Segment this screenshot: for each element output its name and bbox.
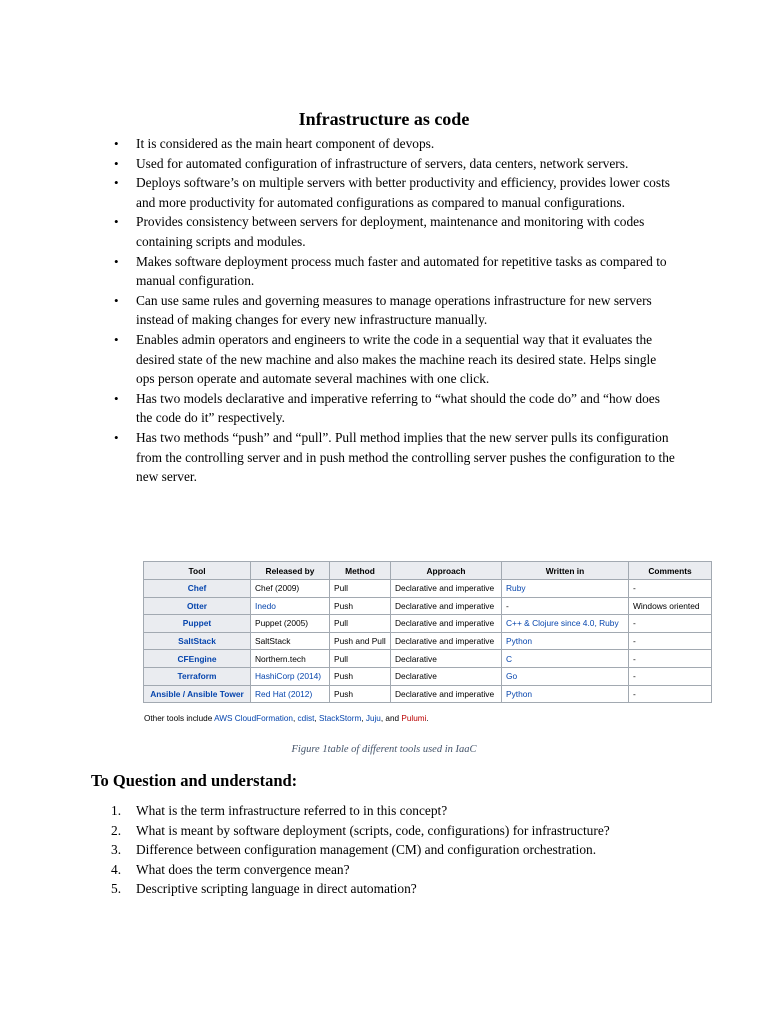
written-in-link[interactable]: C [502, 650, 629, 668]
tool-name-link[interactable]: Terraform [144, 667, 251, 685]
page-title: Infrastructure as code [298, 109, 470, 129]
tool-link-aws-cloudformation[interactable]: AWS CloudFormation [214, 714, 293, 723]
tool-name-link[interactable]: CFEngine [144, 650, 251, 668]
bullet-item: • Provides consistency between servers for deployment, maintenance and monitoring with codes containing scripts and modules. [111, 212, 676, 251]
separator: . [426, 714, 429, 723]
tool-name-link[interactable]: Ansible / Ansible Tower [144, 685, 251, 703]
question-item [111, 840, 711, 860]
tool-link-pulumi[interactable]: Pulumi [401, 714, 427, 723]
released-by-cell: Northern.tech [251, 650, 330, 668]
question-number: 1. [111, 803, 122, 818]
method-cell: Pull [330, 580, 391, 598]
figure-caption: Figure 1table of different tools used in IaaC [291, 744, 477, 755]
approach-cell: Declarative [391, 667, 502, 685]
question-list [111, 801, 711, 899]
approach-cell: Declarative and imperative [391, 632, 502, 650]
comments-cell: - [629, 667, 712, 685]
column-header-method: Method [330, 562, 391, 580]
released-by-link[interactable]: Red Hat (2012) [251, 685, 330, 703]
question-text: What does the term convergence mean? [136, 861, 350, 877]
tools-table-figure [143, 561, 712, 703]
released-by-cell: Puppet (2005) [251, 615, 330, 633]
bullet-item: • Has two models declarative and imperative referring to “what should the code do” and “how does the code do it” respectively. [111, 389, 676, 428]
table-row [144, 650, 712, 668]
separator: , and [380, 714, 400, 723]
written-in-link[interactable]: Python [502, 632, 629, 650]
table-row [144, 597, 712, 615]
released-by-link[interactable]: Inedo [251, 597, 330, 615]
bullet-item: • It is considered as the main heart component of devops. [111, 134, 676, 154]
question-item [111, 879, 711, 899]
tool-name-link[interactable]: Puppet [144, 615, 251, 633]
method-cell: Push [330, 685, 391, 703]
method-cell: Push [330, 597, 391, 615]
other-tools-prefix: Other tools include [144, 714, 213, 723]
other-tools-note [144, 714, 429, 723]
written-in-cell: - [502, 597, 629, 615]
approach-cell: Declarative and imperative [391, 580, 502, 598]
table-row [144, 632, 712, 650]
table-row [144, 685, 712, 703]
bullet-item: • Has two methods “push” and “pull”. Pull method implies that the new server pulls its configuration from the controlling server and in push method the controlling server pushes the configuration to the new server. [111, 428, 676, 487]
method-cell: Pull [330, 650, 391, 668]
released-by-cell: Chef (2009) [251, 580, 330, 598]
separator: , [292, 714, 296, 723]
tool-link-cdist[interactable]: cdist [297, 714, 315, 723]
method-cell: Push [330, 667, 391, 685]
tool-name-link[interactable]: SaltStack [144, 632, 251, 650]
comments-cell: - [629, 650, 712, 668]
written-in-link[interactable]: C++ & Clojure since 4.0, Ruby [502, 615, 629, 633]
table-header-row [144, 562, 712, 580]
approach-cell: Declarative and imperative [391, 685, 502, 703]
approach-cell: Declarative [391, 650, 502, 668]
comments-cell: Windows oriented [629, 597, 712, 615]
bullet-item: • Enables admin operators and engineers to write the code in a sequential way that it evaluates the desired state of the new machine and also makes the machine reach its desired state. Helps single ops person operate and automate several machines with one click. [111, 330, 676, 389]
bullet-item: • Deploys software’s on multiple servers with better productivity and efficiency, provides lower costs and more productivity for automated configurations as compared to manual configurations. [111, 173, 676, 212]
question-item [111, 801, 711, 821]
method-cell: Push and Pull [330, 632, 391, 650]
comments-cell: - [629, 615, 712, 633]
bullet-item: • Can use same rules and governing measures to manage operations infrastructure for new servers instead of making changes for every new infrastructure manually. [111, 291, 676, 330]
released-by-cell: SaltStack [251, 632, 330, 650]
approach-cell: Declarative and imperative [391, 597, 502, 615]
table-row [144, 615, 712, 633]
comments-cell: - [629, 580, 712, 598]
tool-link-juju[interactable]: Juju [365, 714, 381, 723]
column-header-comments: Comments [629, 562, 712, 580]
comments-cell: - [629, 632, 712, 650]
question-item [111, 821, 711, 841]
bullet-list [111, 134, 676, 487]
table-row [144, 667, 712, 685]
column-header-released-by: Released by [251, 562, 330, 580]
tools-table [143, 561, 712, 703]
question-number: 2. [111, 822, 122, 838]
bullet-item: • Used for automated configuration of infrastructure of servers, data centers, network servers. [111, 154, 676, 174]
tool-name-link[interactable]: Otter [144, 597, 251, 615]
table-row [144, 580, 712, 598]
section-heading: To Question and understand: [91, 771, 298, 790]
column-header-written-in: Written in [502, 562, 629, 580]
separator: , [314, 714, 317, 723]
separator: , [361, 714, 364, 723]
method-cell: Pull [330, 615, 391, 633]
tool-link-stackstorm[interactable]: StackStorm [318, 714, 362, 723]
question-number: 4. [111, 861, 122, 877]
bullet-item: • Makes software deployment process much faster and automated for repetitive tasks as compared to manual configuration. [111, 252, 676, 291]
comments-cell: - [629, 685, 712, 703]
question-text: Descriptive scripting language in direct automation? [136, 881, 417, 897]
column-header-tool: Tool [144, 562, 251, 580]
question-text: What is the term infrastructure referred to in this concept? [136, 803, 448, 818]
released-by-link[interactable]: HashiCorp (2014) [251, 667, 330, 685]
approach-cell: Declarative and imperative [391, 615, 502, 633]
column-header-approach: Approach [391, 562, 502, 580]
written-in-link[interactable]: Python [502, 685, 629, 703]
tool-name-link[interactable]: Chef [144, 580, 251, 598]
question-text: Difference between configuration management (CM) and configuration orchestration. [136, 842, 597, 858]
question-item [111, 860, 711, 880]
question-number: 3. [111, 842, 122, 858]
written-in-link[interactable]: Ruby [502, 580, 629, 598]
question-text: What is meant by software deployment (scripts, code, configurations) for infrastructure? [136, 822, 610, 838]
question-number: 5. [111, 881, 122, 897]
written-in-link[interactable]: Go [502, 667, 629, 685]
